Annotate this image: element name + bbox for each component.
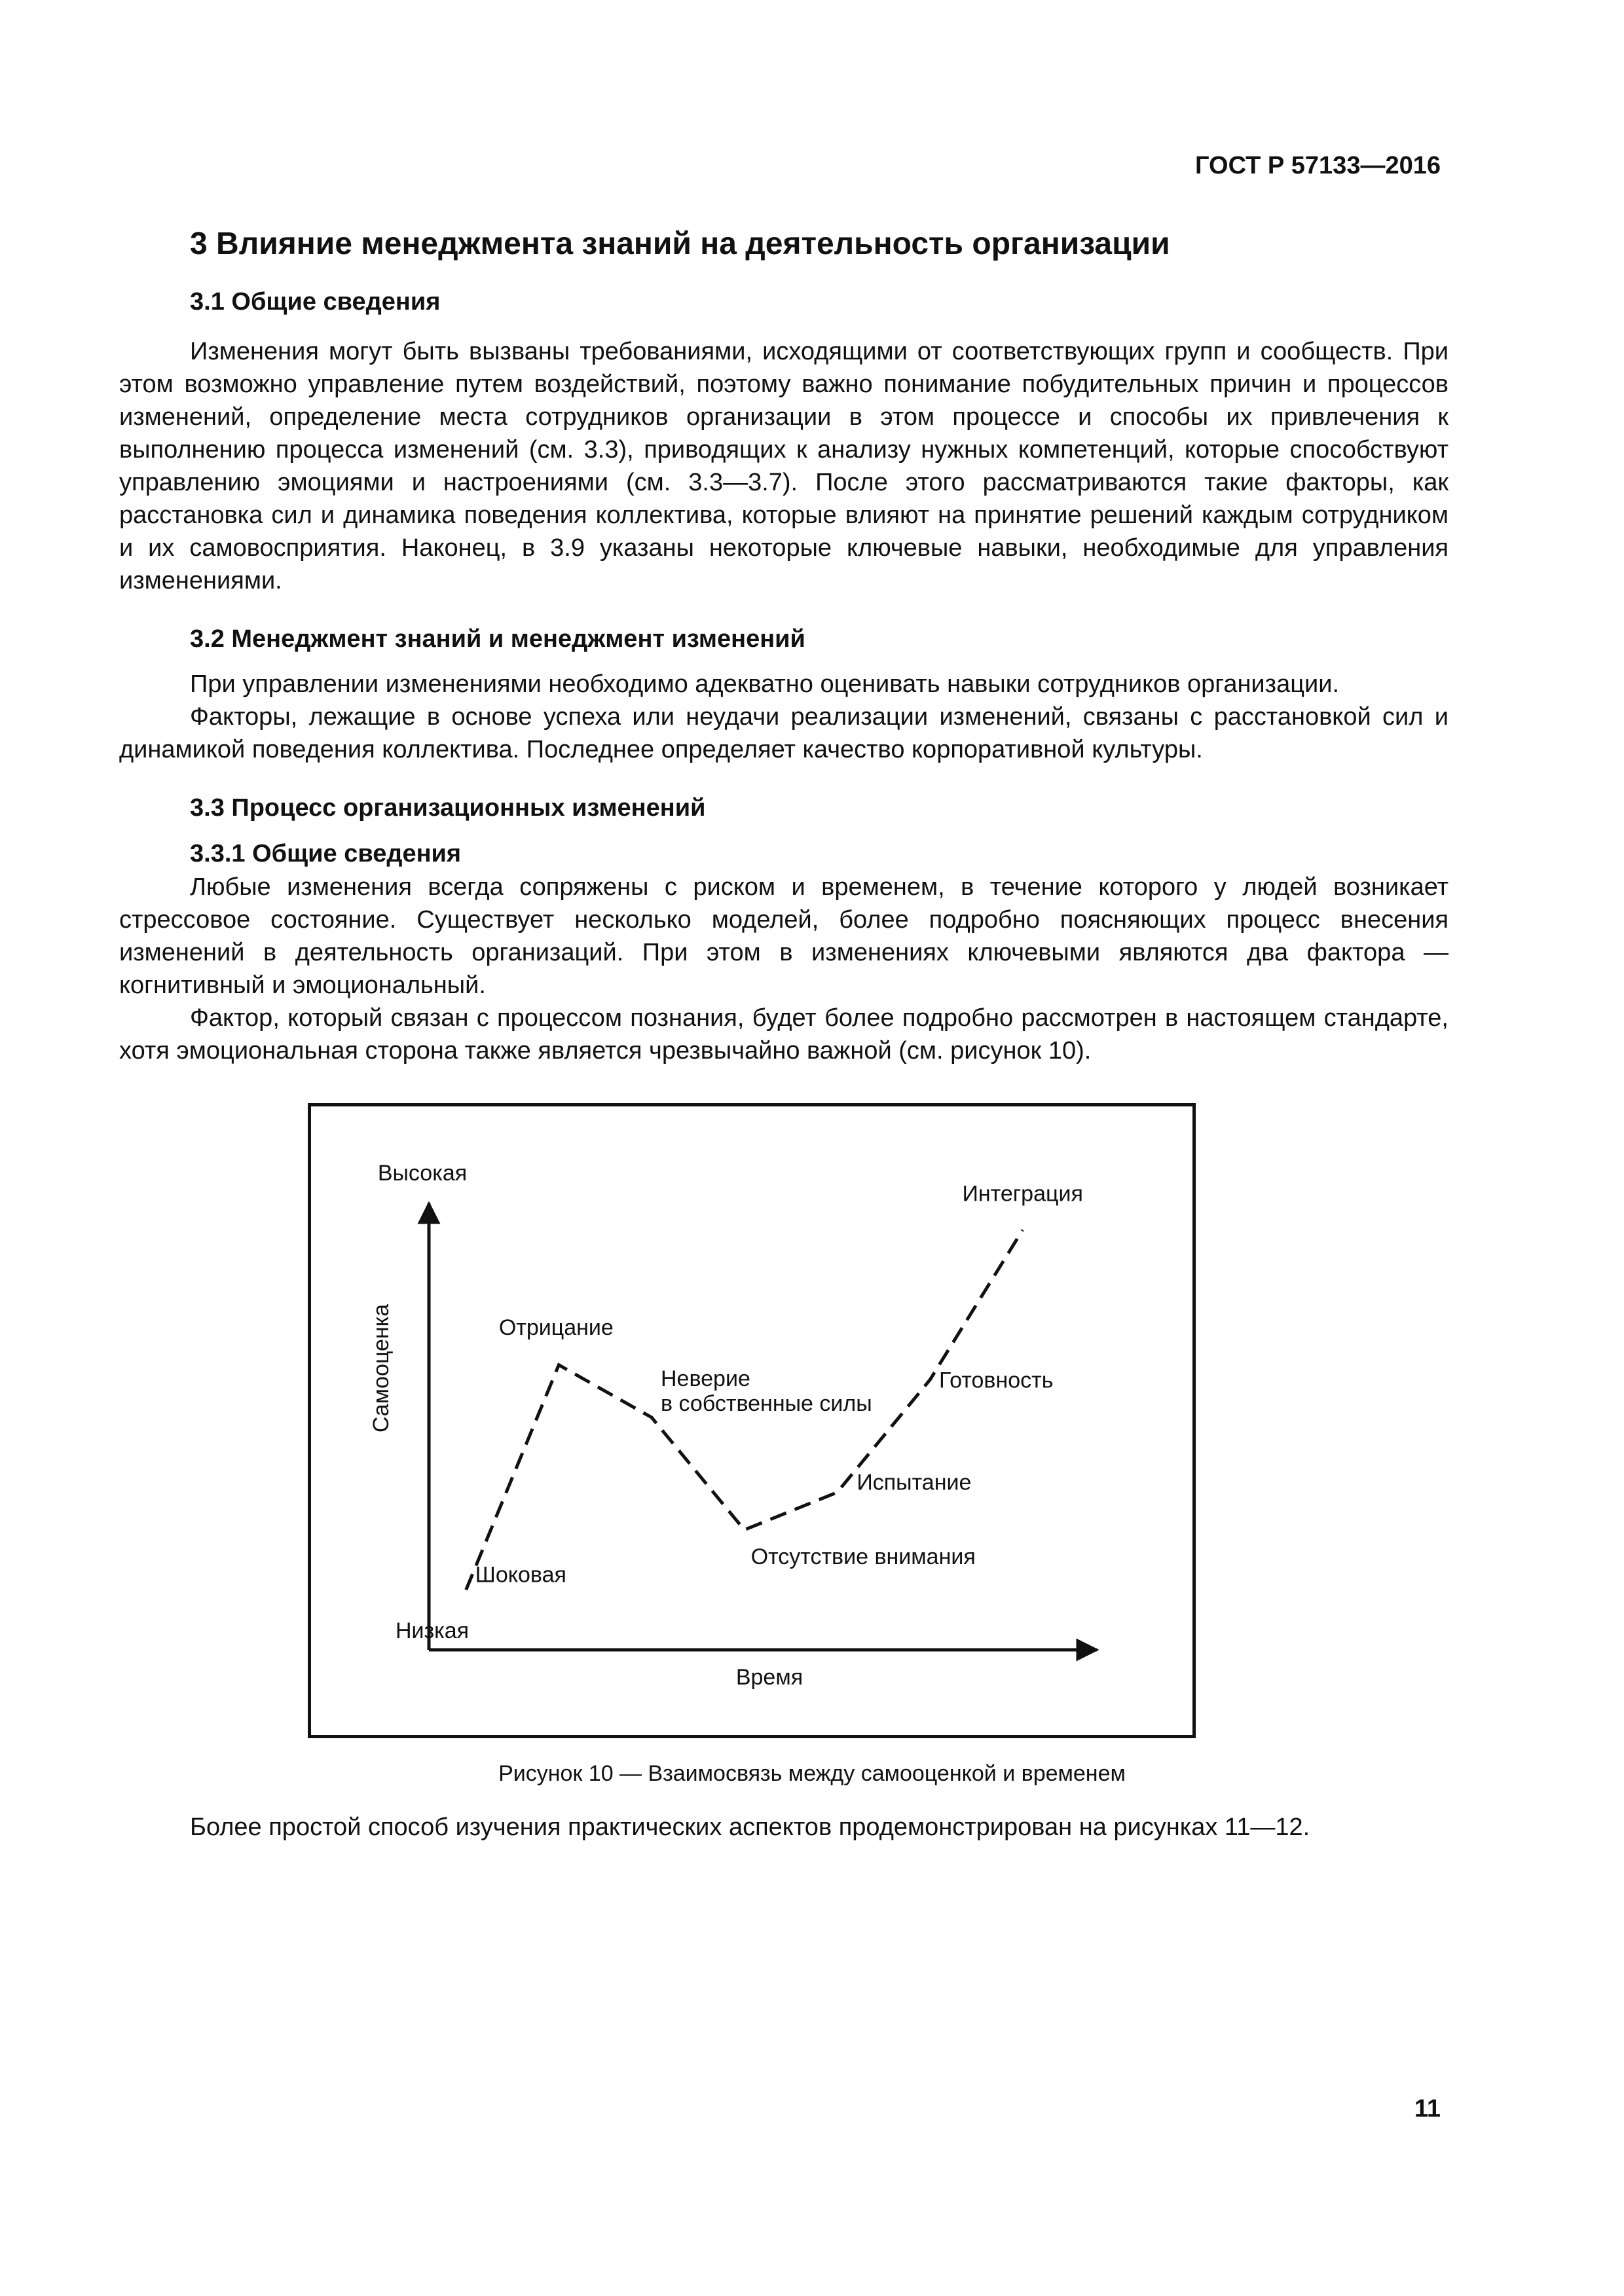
standard-code: ГОСТ Р 57133—2016 xyxy=(1195,152,1441,179)
point-label: Неверие в собственные силы xyxy=(661,1366,872,1416)
heading-3-3: 3.3 Процесс организационных изменений xyxy=(190,794,706,822)
page-number: 11 xyxy=(1414,2095,1441,2123)
point-label: Отсутствие внимания xyxy=(750,1544,976,1569)
heading-3-2: 3.2 Менеджмент знаний и менеджмент изменений xyxy=(190,625,805,653)
paragraph-3-3-1-a: Любые изменения всегда сопряжены с риском и временем, в течение которого у людей возникает стрессовое состояние. Существует несколько моделей, более подробно поясняющих процесс внесения изменений в деятельность организаций. При этом в изменениях ключевыми являются два фактора — когнитивный и эмоциональный. xyxy=(119,873,1449,999)
heading-3-3-1: 3.3.1 Общие сведения xyxy=(190,840,462,867)
section-title: 3 Влияние менеджмента знаний на деятельность организации xyxy=(190,227,1170,261)
point-label: Интеграция xyxy=(962,1181,1083,1207)
paragraph-3-3-1-b: Фактор, который связан с процессом познания, будет более подробно рассмотрен в настоящем стандарте, хотя эмоциональная сторона также является чрезвычайно важной (см. рисунок 10). xyxy=(119,1004,1449,1065)
figure-frame xyxy=(308,1103,1196,1738)
x-axis-label: Время xyxy=(735,1665,803,1690)
y-high-label: Высокая xyxy=(377,1161,468,1186)
self-esteem-chart xyxy=(311,1106,1192,1735)
paragraph-3-2-a: При управлении изменениями необходимо адекватно оценивать навыки сотрудников организации. xyxy=(190,670,1339,698)
heading-3-1: 3.1 Общие сведения xyxy=(190,288,441,316)
figure-caption: Рисунок 10 — Взаимосвязь между самооценкой и временем xyxy=(498,1761,1126,1786)
y-low-label: Низкая xyxy=(395,1618,470,1643)
paragraph-3-1: Изменения могут быть вызваны требованиями, исходящими от соответствующих групп и сообществ. При этом возможно управление путем воздействий, поэтому важно понимание побудительных причин и процессов изменений, определение места сотрудников организации в этом процессе и способы их привлечения к выполнению процесса изменений (см. 3.3), приводящих к анализу нужных компетенций, которые способствуют управлению эмоциями и настроениями (см. 3.3—3.7). После этого рассматриваются такие факторы, как расстановка сил и динамика поведения коллектива, которые влияют на принятие решений каждым сотрудником и их самовосприятия. Наконец, в 3.9 указаны некоторые ключевые навыки, необходимые для управления изменениями. xyxy=(119,338,1449,594)
point-label: Шоковая xyxy=(475,1562,566,1588)
point-labels xyxy=(475,1182,1083,1588)
paragraph-3-2-b: Факторы, лежащие в основе успеха или неудачи реализации изменений, связаны с расстановкой сил и динамикой поведения коллектива. Последнее определяет качество корпоративной культуры. xyxy=(119,703,1449,763)
point-label: Отрицание xyxy=(498,1315,614,1340)
point-label: Готовность xyxy=(939,1368,1054,1393)
point-label: Испытание xyxy=(857,1470,972,1495)
y-axis-label: Самооценка xyxy=(369,1303,394,1433)
closing-paragraph: Более простой способ изучения практических аспектов продемонстрирован на рисунках 11—12. xyxy=(190,1813,1310,1841)
